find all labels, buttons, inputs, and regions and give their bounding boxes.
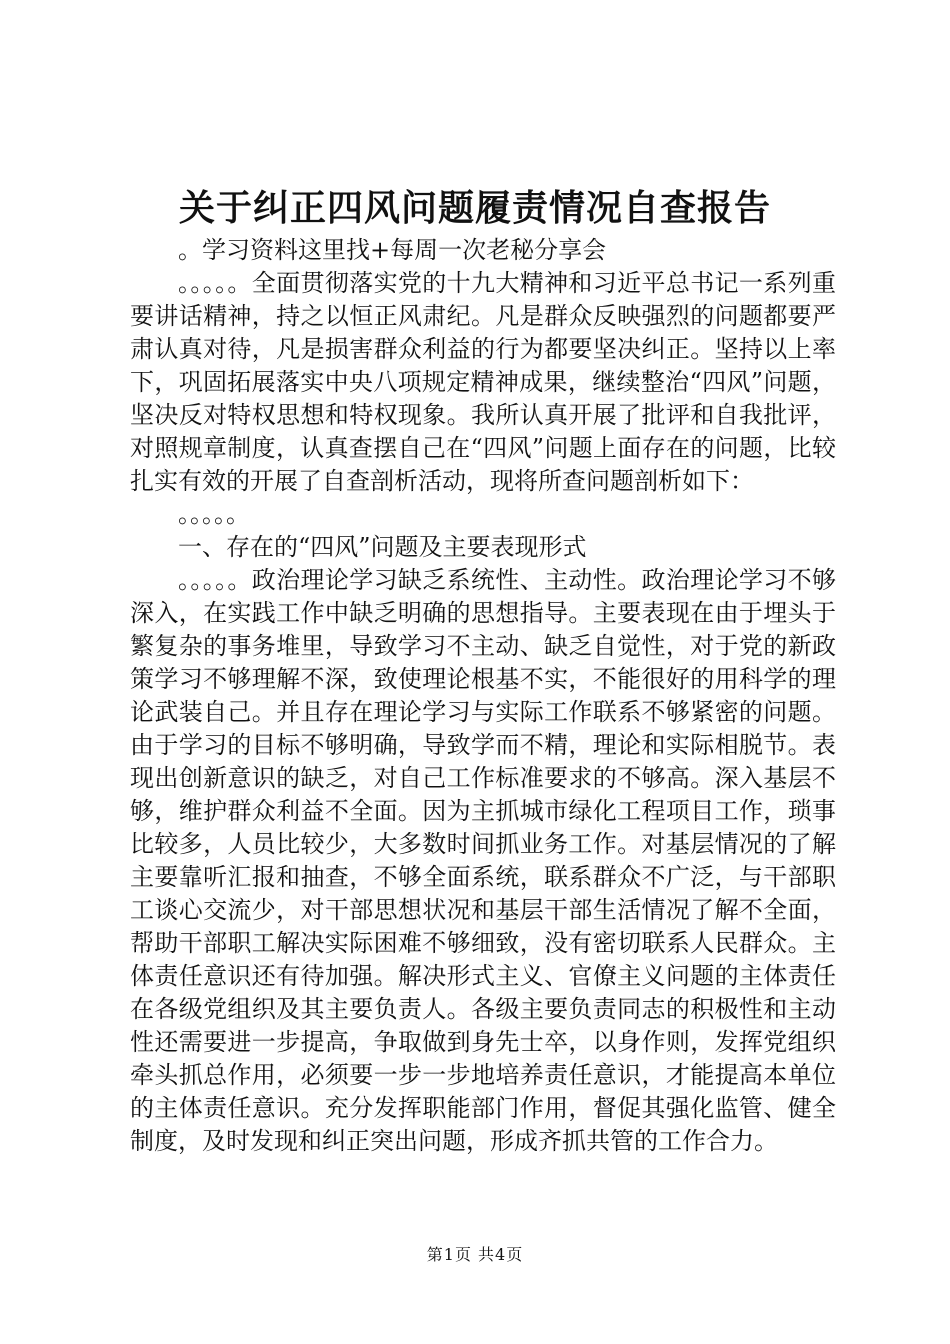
document-body — [130, 234, 836, 1158]
paragraph-problems: 。。。。。政治理论学习缺乏系统性、主动性。政治理论学习不够深入，在实践工作中缺乏明确的思想指导。主要表现在由于埋头于繁复杂的事务堆里，导致学习不主动、缺乏自觉性，对于党的新政策学习不够理解不深，致使理论根基不实，不能很好的用科学的理论武装自己。并且存在理论学习与实际工作联系不够紧密的问题。由于学习的目标不够明确，导致学而不精，理论和实际相脱节。表现出创新意识的缺乏，对自己工作标准要求的不够高。深入基层不够，维护群众利益不全面。因为主抓城市绿化工程项目工作，琐事比较多，人员比较少，大多数时间抓业务工作。对基层情况的了解主要靠听汇报和抽查，不够全面系统，联系群众不广泛，与干部职工谈心交流少，对干部思想状况和基层干部生活情况了解不全面，帮助干部职工解决实际困难不够细致，没有密切联系人民群众。主体责任意识还有待加强。解决形式主义、官僚主义问题的主体责任在各级党组织及其主要负责人。各级主要负责同志的积极性和主动性还需要进一步提高，争取做到身先士卒，以身作则，发挥党组织牵头抓总作用，必须要一步一步地培养责任意识，才能提高本单位的主体责任意识。充分发挥职能部门作用，督促其强化监管、健全制度，及时发现和纠正突出问题，形成齐抓共管的工作合力。 — [130, 566, 836, 1155]
paragraph-overview: 。。。。。全面贯彻落实党的十九大精神和习近平总书记一系列重要讲话精神，持之以恒正风肃纪。凡是群众反映强烈的问题都要严肃认真对待，凡是损害群众利益的行为都要坚决纠正。坚持以上率下，巩固拓展落实中央八项规定精神成果，继续整治“四风”问题，坚决反对特权思想和特权现象。我所认真开展了批评和自我批评，对照规章制度，认真查摆自己在“四风”问题上面存在的问题，比较扎实有效的开展了自查剖析活动，现将所查问题剖析如下： — [130, 269, 836, 495]
document-title: 关于纠正四风问题履责情况自查报告 — [178, 187, 771, 229]
paragraph-intro: 。学习资料这里找+每周一次老秘分享会 — [178, 236, 607, 264]
paragraph-separator: 。。。。。 — [178, 500, 250, 528]
section-heading: 一、存在的“四风”问题及主要表现形式 — [178, 533, 587, 561]
page-footer: 第1页 共4页 — [426, 1245, 524, 1264]
